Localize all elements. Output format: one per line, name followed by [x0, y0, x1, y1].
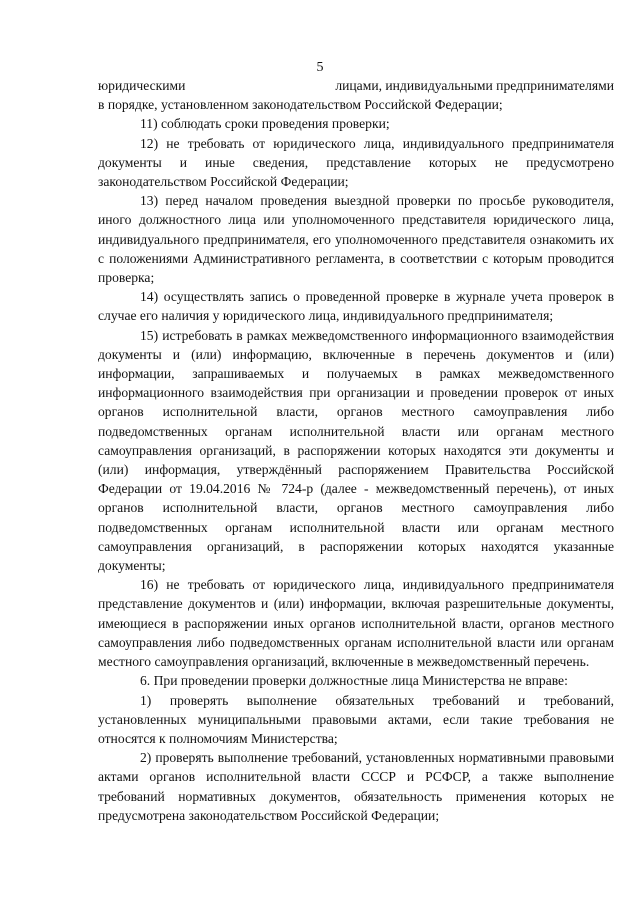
document-body [98, 76, 614, 825]
continuation-line-left: юридическими [98, 78, 186, 93]
paragraph-item-16: 16) не требовать от юридического лица, индивидуального предпринимателя представление документов и (или) информации, включая разрешительные документы, имеющиеся в распоряжении иных органов исполнительной власти, органов местного самоуправления либо подведомственных органам исполнительной власти или органам местного самоуправления организаций, включенные в межведомственный перечень. [98, 577, 614, 670]
continuation-line [98, 76, 614, 95]
paragraph-item-12: 12) не требовать от юридического лица, индивидуального предпринимателя документы и иные сведения, представление которых не предусмотрено законодательством Российской Федерации; [98, 135, 614, 190]
page-number: 5 [316, 60, 324, 75]
section-6-heading: 6. При проведении проверки должностные лица Министерства не вправе: [140, 673, 568, 689]
continuation-line-right: лицами, индивидуальными предпринимателями [335, 78, 614, 93]
prohibition-item-2: 2) проверять выполнение требований, установленных нормативными правовыми актами органов исполнительной власти СССР и РСФСР, а также выполнение требований нормативных документов, обязательность применения которых не предусмотрена законодательством Российской Федерации; [98, 750, 614, 823]
paragraph-item-13: 13) перед началом проведения выездной проверки по просьбе руководителя, иного должностного лица или уполномоченного представителя юридического лица, индивидуального предпринимателя, его уполномоченного представителя ознакомить их с положениями Административного регламента, в соответствии с которым проводится проверка; [98, 193, 614, 286]
continuation-text: в порядке, установленном законодательством Российской Федерации; [98, 97, 503, 113]
paragraph-item-15: 15) истребовать в рамках межведомственного информационного взаимодействия документы и (или) информацию, включенные в перечень документов и (или) информации, запрашиваемых и получаемых в рамках межведомственного информационного взаимодействия при организации и проведении проверок от иных органов исполнительной власти, органов местного самоуправления либо подведомственных органам исполнительной власти или органам местного самоуправления организаций, в распоряжении которых находятся эти документы и (или) информация, утверждённый распоряжением Правительства Российской Федерации от 19.04.2016 № 724-р (далее - межведомственный перечень), от иных органов исполнительной власти, органов местного самоуправления либо подведомственных органам исполнительной власти или органам местного самоуправления организаций, в распоряжении которых находятся указанные документы; [98, 327, 614, 574]
prohibition-item-1: 1) проверять выполнение обязательных требований и требований, установленных муниципальными правовыми актами, если такие требования не относятся к полномочиям Министерства; [98, 692, 614, 746]
paragraph-item-14: 14) осуществлять запись о проведенной проверке в журнале учета проверок в случае его наличия у юридического лица, индивидуального предпринимателя; [98, 289, 614, 324]
paragraph-item-11: 11) соблюдать сроки проведения проверки; [140, 116, 390, 132]
